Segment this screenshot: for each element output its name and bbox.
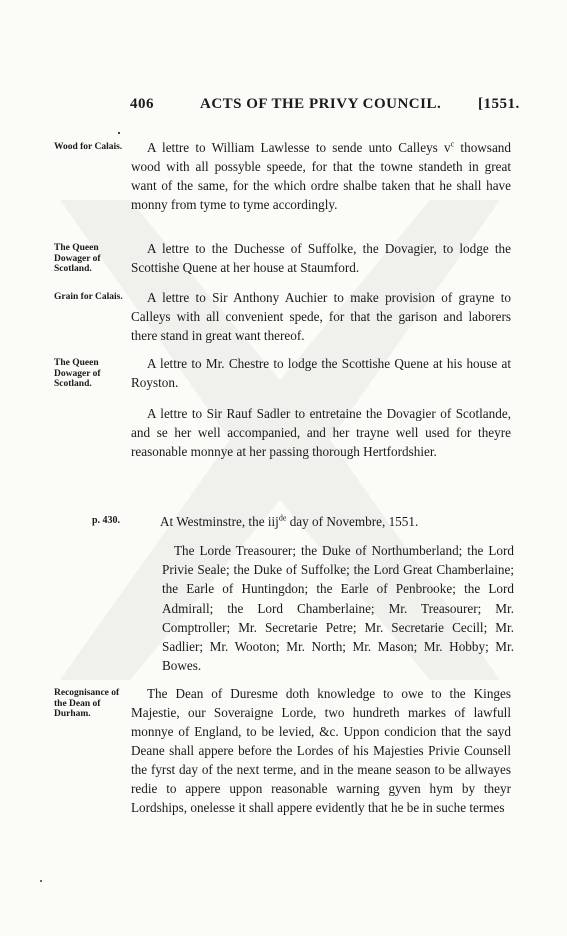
entry-duchesse-suffolke: A lettre to the Duchesse of Suffolke, the Dovagier, to lodge the Scottishe Quene at her house at Staumford. <box>131 241 511 275</box>
meeting-text: day of Novembre, 1551. <box>286 514 419 529</box>
side-note-queen-dowager: The Queen Dowager of Scotland. <box>54 243 101 274</box>
meeting-text: At Westminstre, the iij <box>160 514 279 529</box>
side-note-queen-dowager-2: The Queen Dowager of Scotland. <box>54 358 101 389</box>
entry-text: thowsand wood with all possyble speede, for that the towne standeth in great want of the same, for the which ordre shalbe taken that he shall have monny from tyme to tyme accordingly. <box>131 140 511 212</box>
speck-mark <box>118 132 120 134</box>
side-note-grain-for-calais: Grain for Calais. <box>54 292 123 302</box>
entry-anthony-auchier: A lettre to Sir Anthony Auchier to make provision of grayne to Calleys with all convenient spede, for that the garison and laborers there stand in great want thereof. <box>131 290 511 343</box>
entry-recognisance: The Dean of Duresme doth knowledge to owe to the Kinges Majestie, our Soveraigne Lorde, two hundreth markes of lawfull monnye of England, to be levied, &c. Uppon condicion that the sayd Deane shall appere before the Lordes of his Majesties Privie Counsell the fyrst day of the next terme, and in the meane season to be allwayes redie to appere uppon reasonable warning gyven hym by theyr Lordships, onelesse it shall appere evidently that he be in suche termes <box>131 686 511 815</box>
entry-text: A lettre to William Lawlesse to sende unto Calleys v <box>147 140 451 155</box>
page-header <box>0 96 567 120</box>
running-year: [1551. <box>478 96 520 112</box>
speck-mark <box>40 880 42 882</box>
attendance-list: The Lorde Treasourer; the Duke of Northumberland; the Lord Privie Seale; the Duke of Suffolke; the Lord Great Chamberlaine; the Earle of Huntingdon; the Earle of Penbrooke; the Lord Admirall; the Lord Chamberlaine; Mr. Treasourer; Mr. Comptroller; Mr. Secretarie Petre; Mr. Secretarie Cecill; Mr. Sadlier; Mr. Wooton; Mr. North; Mr. Mason; Mr. Hobby; Mr. Bowes. <box>162 543 514 674</box>
running-title: ACTS OF THE PRIVY COUNCIL. <box>200 96 442 112</box>
entry-rauf-sadler: A lettre to Sir Rauf Sadler to entretaine the Dovagier of Scotlande, and se her well accompanied, and her trayne well used for theyre reasonable monnye at her passing thorough Hertfordshier. <box>131 406 511 459</box>
superscript: c <box>450 139 455 149</box>
side-note-wood-for-calais: Wood for Calais. <box>54 142 123 152</box>
page-number: 406 <box>130 96 154 112</box>
entry-wood-for-calais <box>131 138 511 214</box>
superscript: de <box>278 513 287 523</box>
page-reference: p. 430. <box>92 515 121 526</box>
side-note-recognisance: Recognisance of the Dean of Durham. <box>54 688 120 719</box>
meeting-heading <box>160 512 520 531</box>
entry-mr-chestre: A lettre to Mr. Chestre to lodge the Scottishe Quene at his house at Royston. <box>131 356 511 390</box>
